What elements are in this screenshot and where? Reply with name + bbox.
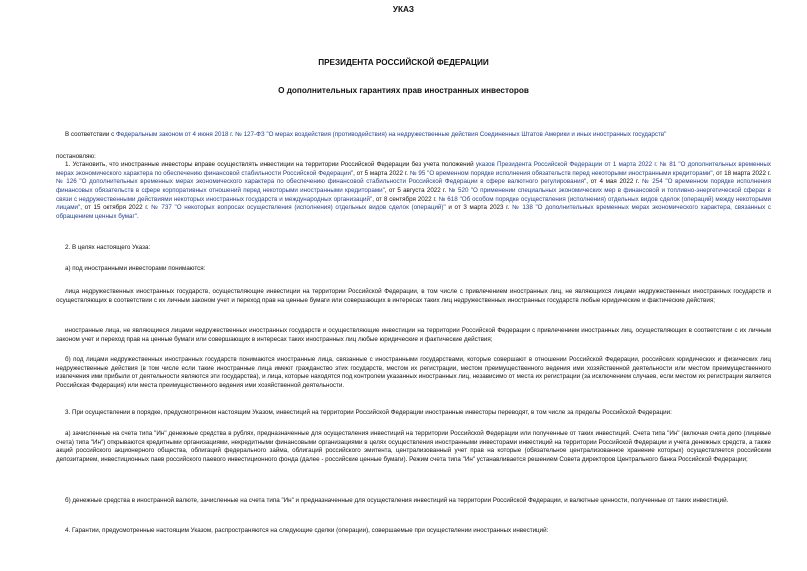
decree-81-link[interactable]: указов Президента Российской Федерации от 1 марта 2022 г. № 81 "О дополнительных временных мерах экономического характера по обеспечению финансовой стабильности Российской Федерации" [56,161,771,177]
decree-737-link[interactable]: № 737 "О некоторых вопросах осуществления (исполнения) отдельных видов сделок (операций)" [151,204,446,212]
paragraph-4-heading: 4. Гарантии, предусмотренные настоящим Указом, распространяются на следующие сделки (операции), совершаемые при осуществлении иностранных инвестиций: [65,527,549,535]
doc-type-heading: УКАЗ [392,5,415,14]
p1-text: 1. Установить, что иностранные инвесторы вправе осуществлять инвестиции на территории Российской Федерации без учета положений [65,161,476,169]
p1-text: . [137,212,139,220]
p1-text: , от 4 мая 2022 г. [586,178,642,186]
p1-text: и от 3 марта 2023 г. [445,204,513,212]
paragraph-2-heading: 2. В целях настоящего Указа: [65,244,151,252]
decree-138-link[interactable]: № 138 "О дополнительных временных мерах экономического характера, связанных с обращением ценных бумаг" [56,204,771,220]
intro-prefix: В соответствии с [65,131,116,139]
paragraph-1 [56,161,771,221]
paragraph-3a: а) зачисленные на счета типа "Ин" денежные средства в рублях, предназначенные для осуществления инвестиций на территории Российской Федерации или полученные от таких инвестиций. Счета типа "Ин" (включая счета депо (лицевые счета) типа "Ин") открываются кредитными организациями, некредитными финансовыми организациями в целях осуществления иностранными инвесторами инвестиций на территории Российской Федерации и учета денежных средств, а также акций российского акционерного общества, облигаций федерального займа, облигаций российского эмитента, централизованный учет прав на которые (обязательное централизованное хранение которых) осуществляется российским депозитарием, инвестиционных паев российского паевого инвестиционного фонда (далее - российские ценные бумаги). Режим счета типа "Ин" устанавливается решением Совета директоров Центрального банка Российской Федерации; [56,430,771,464]
doc-title-heading: О дополнительных гарантиях прав иностранных инвесторов [278,86,529,95]
paragraph-2b: б) под лицами недружественных иностранных государств понимаются иностранные лица, связанные с иностранными государствами, которые совершают в отношении Российской Федерации, российских юридических и физических лиц недружественные действия (в том числе если такие иностранные лица имеют гражданство этих государств, местом их регистрации, местом преимущественного ведения ими хозяйственной деятельности или местом преимущественного извлечения ими прибыли от деятельности являются эти государства), и лица, которые находятся под контролем указанных иностранных лиц, независимо от места их регистрации (за исключением случаев, если местом их регистрации является Российская Федерация) или места преимущественного ведения ими хозяйственной деятельности. [56,356,771,390]
decree-254-link[interactable]: № 254 "О временном порядке исполнения финансовых обязательств в сфере корпоративных отношений перед некоторыми иностранными кредиторами" [56,178,771,195]
paragraph-2a-item-1: лица недружественных иностранных государств, осуществляющие инвестиции на территории Российской Федерации, в том числе с привлечением иностранных лиц, не являющихся лицами недружественных иностранных государств и осуществляющих в соответствии с их личным законом учет и переход прав на ценные бумаги или совершающих в интересах таких лиц недружественных иностранных государств любые юридические и фактические действия; [56,288,771,304]
p1-text: , от 15 октября 2022 г. [80,204,152,212]
intro-paragraph [56,131,771,140]
issuer-heading: ПРЕЗИДЕНТА РОССИЙСКОЙ ФЕДЕРАЦИИ [318,58,489,67]
federal-law-link[interactable]: Федеральным законом от 4 июня 2018 г. № 127-ФЗ "О мерах воздействия (противодействия) на недружественные действия Соединенных Штатов Америки и иных иностранных государств" [115,131,667,139]
paragraph-2a-heading: а) под иностранными инвесторами понимаются: [65,265,206,273]
decree-618-link[interactable]: № 618 "Об особом порядке осуществления (исполнения) отдельных видов сделок (операций) между некоторыми лицами" [56,195,771,212]
p1-text: , от 5 августа 2022 г. [384,187,449,195]
decree-126-link[interactable]: № 126 "О дополнительных временных мерах экономического характера по обеспечению финансовой стабильности Российской Федерации в сфере валютного регулирования" [56,178,587,186]
resolve-line: постановляю: [56,153,96,161]
paragraph-3b: б) денежные средства в иностранной валюте, зачисленные на счета типа "Ин" и предназначенные для осуществления инвестиций на территории Российской Федерации, и валютные ценности, полученные от таких инвестиций. [65,497,729,505]
decree-95-link[interactable]: № 95 "О временном порядке исполнения обязательств перед некоторыми иностранными кредиторами" [409,169,713,177]
p1-text: , от 5 марта 2022 г. [353,169,410,177]
p1-text: , от 8 сентября 2022 г. [372,195,439,203]
p1-text: , от 18 марта 2022 г. [712,169,772,177]
paragraph-3-heading: 3. При осуществлении в порядке, предусмотренном настоящим Указом, инвестиций на территории Российской Федерации иностранные инвесторы переводят, в том числе за пределы Российской Федерации: [65,409,672,417]
paragraph-2a-item-2: иностранные лица, не являющиеся лицами недружественных иностранных государств и осуществляющие инвестиции на территории Российской Федерации с привлечением иностранных лиц, осуществляющих в соответствии с их личным законом учет и переход прав на ценные бумаги или совершающих в интересах таких иностранных лиц любые юридические и фактические действия; [56,327,771,343]
decree-520-link[interactable]: № 520 "О применении специальных экономических мер в финансовой и топливно-энергетической сферах в связи с недружественными действиями некоторых иностранных государств и международных организаций" [56,187,772,203]
